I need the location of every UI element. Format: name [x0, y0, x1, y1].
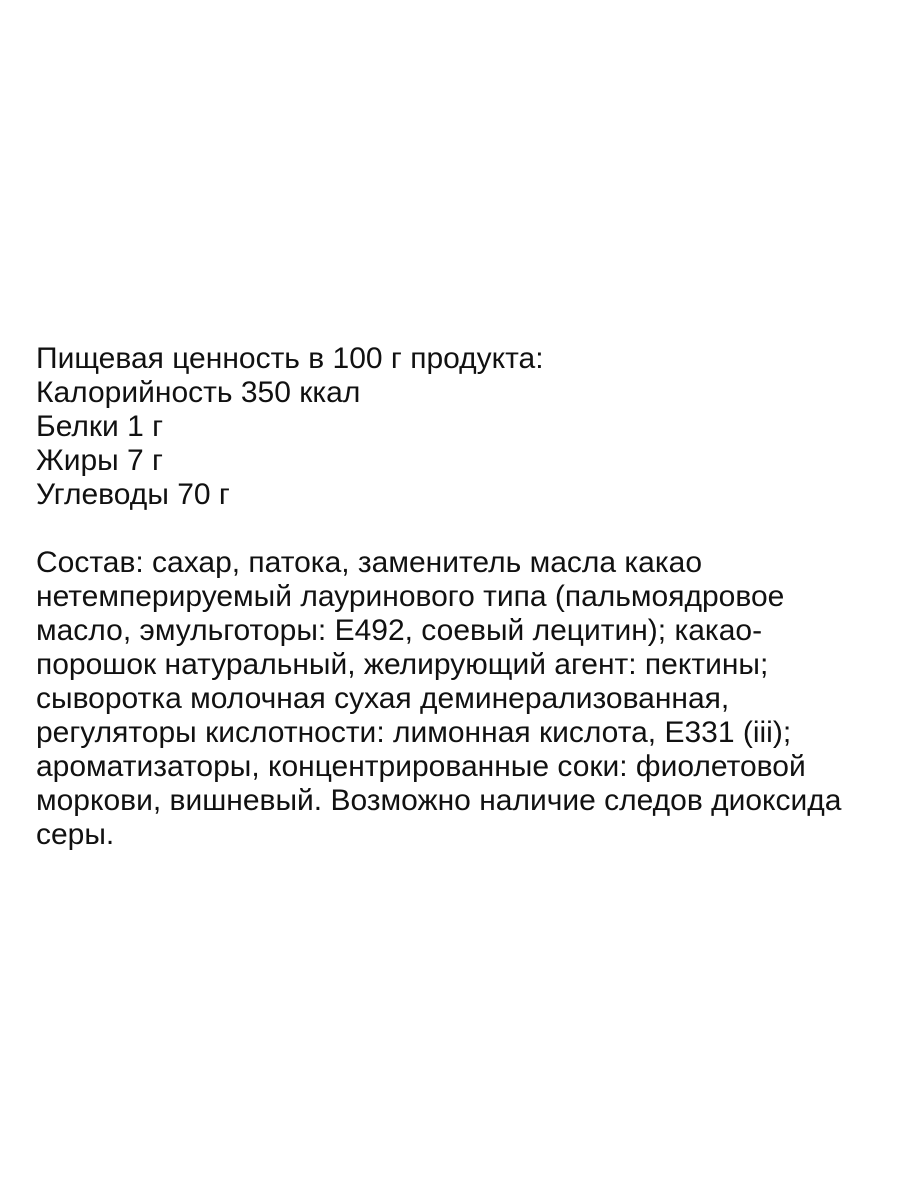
composition-line: серы.	[36, 818, 115, 851]
product-info-document	[36, 342, 866, 852]
paragraph-spacer	[36, 512, 866, 546]
protein-line: Белки 1 г	[36, 410, 164, 443]
composition-block	[36, 546, 866, 852]
composition-line: масло, эмульготоры: Е492, соевый лецитин); какао-	[36, 614, 763, 647]
composition-line: Состав: сахар, патока, заменитель масла какао	[36, 546, 703, 579]
composition-line: регуляторы кислотности: лимонная кислота, Е331 (iii);	[36, 716, 792, 749]
calories-line: Калорийность 350 ккал	[36, 376, 361, 409]
carbs-line: Углеводы 70 г	[36, 478, 230, 511]
fat-line: Жиры 7 г	[36, 444, 164, 477]
nutrition-heading: Пищевая ценность в 100 г продукта:	[36, 342, 544, 375]
composition-line: сыворотка молочная сухая деминерализованная,	[36, 682, 730, 715]
nutrition-block	[36, 342, 866, 512]
composition-line: ароматизаторы, концентрированные соки: фиолетовой	[36, 750, 806, 783]
composition-line: моркови, вишневый. Возможно наличие следов диоксида	[36, 784, 842, 817]
composition-line: порошок натуральный, желирующий агент: пектины;	[36, 648, 769, 681]
composition-line: нетемперируемый лауринового типа (пальмоядровое	[36, 580, 785, 613]
